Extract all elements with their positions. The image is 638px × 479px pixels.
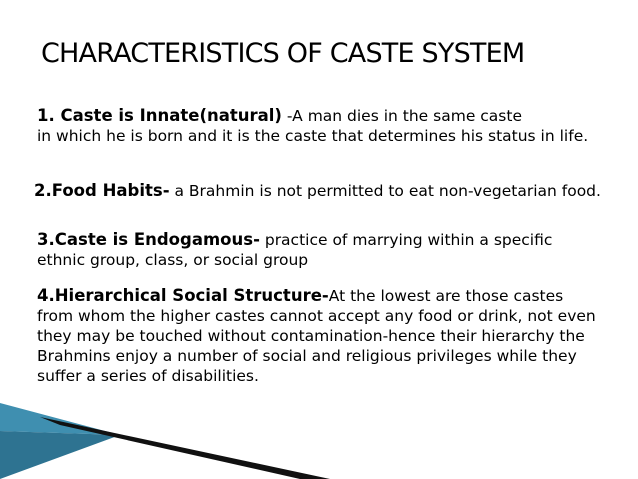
food-habits-text: a Brahmin is not permitted to eat non-vegetarian food. [169,182,601,200]
caste-innate-text-rest: in which he is born and it is the caste that determines his status in life. [37,127,589,145]
endogamous-heading: 3.Caste is Endogamous- [37,230,260,249]
caste-innate-text-line1: -A man dies in the same caste [281,107,522,125]
slide-title: CHARACTERISTICS OF CASTE SYSTEM [41,38,525,69]
food-habits-heading: 2.Food Habits- [34,181,170,200]
hierarchy-text: At the lowest are those castes from whom the higher castes cannot accept any food or drink, not even they may be touched without contamination-hence their hierarchy the Brahmins enjoy a number of social and religious privileges while they suffer a series of disabilities. [37,287,596,385]
hierarchy-paragraph [37,286,597,386]
endogamous-text: practice of marrying within a specific ethnic group, class, or social group [37,231,553,269]
decorative-swoosh [0,395,340,479]
teal-swoosh-shape [0,403,120,435]
hierarchy-heading: 4.Hierarchical Social Structure- [37,286,329,305]
caste-innate-paragraph [37,106,597,146]
food-habits-paragraph [34,181,634,201]
caste-innate-heading: 1. Caste is Innate(natural) [37,106,282,125]
endogamous-paragraph [37,230,597,270]
